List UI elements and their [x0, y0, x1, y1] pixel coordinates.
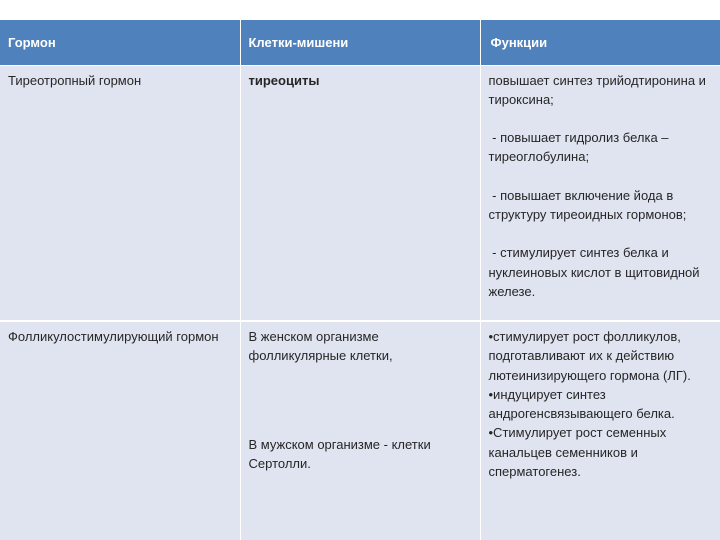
- table-header: [0, 20, 720, 65]
- function-item: повышает синтез трийодтиронина и тироксина;: [488, 72, 706, 107]
- table-row: [0, 321, 720, 540]
- hormone-cell: Тиреотропный гормон: [0, 65, 240, 321]
- function-item: - стимулирует синтез белка и нуклеиновых кислот в щитовидной железе.: [488, 245, 704, 299]
- functions-cell: [480, 65, 720, 321]
- target-male: В мужском организме - клетки Сертолли.: [248, 436, 431, 471]
- table-row: [0, 65, 720, 321]
- target-cell: [240, 321, 480, 540]
- function-item: •стимулирует рост фолликулов, подготавливают их к действию лютеинизирующего гормона (ЛГ).: [488, 329, 691, 383]
- header-row: [0, 20, 720, 65]
- target-cell: тиреоциты: [240, 65, 480, 321]
- functions-cell: [480, 321, 720, 540]
- header-functions-label: Функции: [490, 34, 548, 50]
- function-item: •индуцирует синтез андрогенсвязывающего белка.: [488, 386, 675, 422]
- header-hormone: Гормон: [0, 20, 240, 65]
- header-target-cells: Клетки-мишени: [240, 20, 480, 65]
- function-item: •Стимулирует рост семенных канальцев семенников и сперматогенез.: [488, 425, 667, 480]
- header-functions: [480, 20, 720, 65]
- target-female: В женском организме фолликулярные клетки,: [248, 329, 393, 364]
- function-item: - повышает включение йода в структуру тиреоидных гормонов;: [488, 187, 687, 222]
- function-item: - повышает гидролиз белка – тиреоглобулина;: [488, 130, 673, 165]
- hormone-table: [0, 20, 720, 540]
- hormone-cell: Фолликулостимулирующий гормон: [0, 321, 240, 540]
